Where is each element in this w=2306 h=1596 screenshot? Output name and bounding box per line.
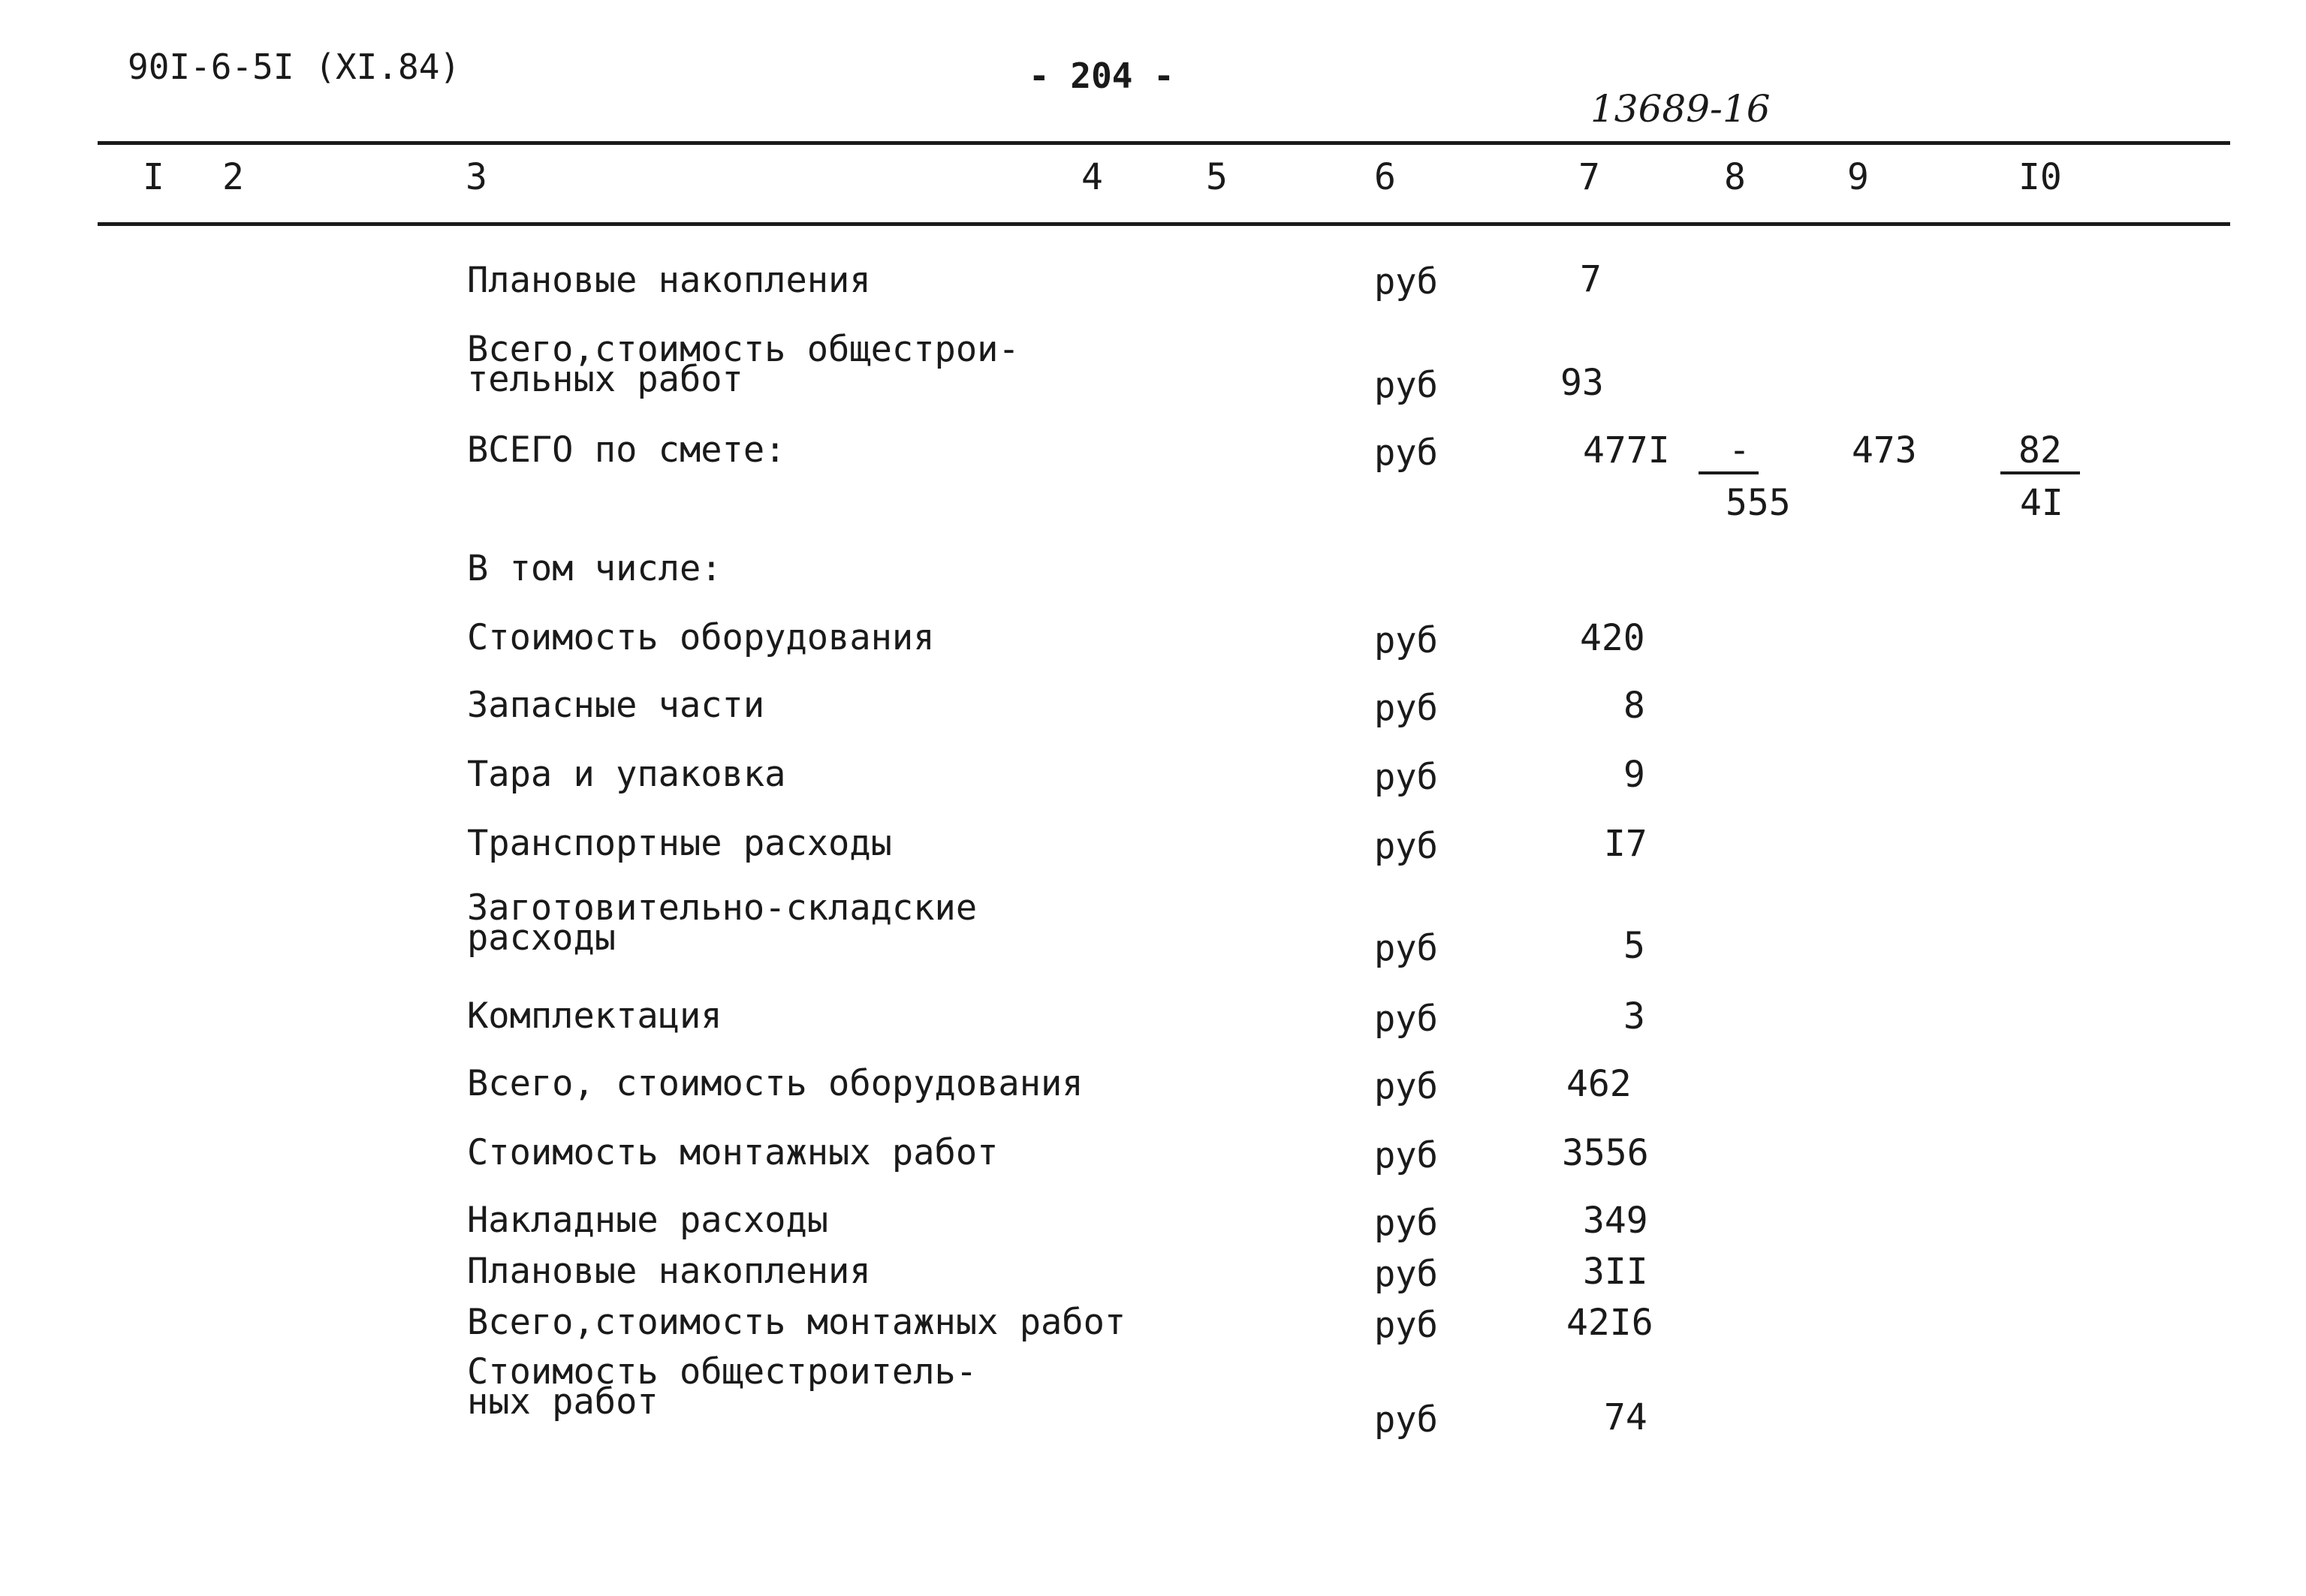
page-number: - 204 - (1029, 56, 1174, 96)
row-12-col7: 3556 (1562, 1132, 1649, 1174)
row-3-name: ВСЕГО по смете: (467, 429, 786, 471)
row-3-col10-top: 82 (2018, 429, 2062, 471)
row-5-unit: руб (1374, 620, 1438, 661)
row-13-col7: 349 (1583, 1200, 1648, 1242)
row-1-unit: руб (1374, 261, 1438, 303)
row-13-unit: руб (1374, 1203, 1438, 1244)
row-1-name: Плановые накопления (467, 260, 871, 301)
row-7-name: Тара и упаковка (467, 754, 786, 795)
row-2-name: Всего,стоимость общестрои- тельных работ (467, 329, 1020, 400)
column-header-7: 7 (1578, 156, 1600, 198)
row-8-name: Транспортные расходы (467, 823, 892, 864)
column-header-6: 6 (1374, 156, 1396, 198)
row-6-name: Запасные части (467, 685, 765, 726)
column-header-5: 5 (1206, 156, 1228, 198)
section-label-including: В том числе: (467, 548, 722, 589)
row-5-name: Стоимость оборудования (467, 617, 935, 658)
row-9-unit: руб (1374, 928, 1438, 969)
row-3-col8-bottom: 555 (1726, 482, 1791, 524)
row-7-unit: руб (1374, 757, 1438, 798)
row-3-col8-fraction-line (1699, 471, 1759, 474)
header-rule (98, 222, 2230, 226)
doc-code: 90I-6-5I (XI.84) (128, 47, 461, 87)
row-3-col7: 477I (1583, 429, 1670, 471)
row-2-unit: руб (1374, 365, 1438, 406)
row-14-col7: 3II (1583, 1251, 1648, 1293)
row-16-col7: 74 (1604, 1396, 1647, 1438)
row-14-unit: руб (1374, 1254, 1438, 1295)
row-6-col7: 8 (1623, 685, 1645, 727)
column-header-2: 2 (222, 156, 244, 198)
row-3-col10-fraction-line (2000, 471, 2080, 474)
row-3-col8-top: - (1729, 429, 1750, 471)
row-3-unit: руб (1374, 432, 1438, 474)
row-6-unit: руб (1374, 688, 1438, 729)
row-11-unit: руб (1374, 1066, 1438, 1107)
row-14-name: Плановые накопления (467, 1251, 871, 1292)
row-9-col7: 5 (1623, 925, 1645, 967)
row-2-col7: 93 (1560, 362, 1604, 404)
row-10-col7: 3 (1623, 995, 1645, 1037)
row-10-unit: руб (1374, 998, 1438, 1040)
row-8-col7: I7 (1604, 823, 1647, 865)
column-header-4: 4 (1081, 156, 1103, 198)
row-16-unit: руб (1374, 1399, 1438, 1441)
row-8-unit: руб (1374, 826, 1438, 867)
row-7-col7: 9 (1623, 754, 1645, 796)
row-13-name: Накладные расходы (467, 1200, 829, 1241)
row-11-col7: 462 (1566, 1063, 1632, 1105)
column-header-3: 3 (466, 156, 487, 198)
row-12-unit: руб (1374, 1135, 1438, 1176)
column-header-8: 8 (1724, 156, 1746, 198)
row-10-name: Комплектация (467, 995, 722, 1037)
row-9-name: Заготовительно-складские расходы (467, 887, 978, 959)
row-15-unit: руб (1374, 1305, 1438, 1346)
row-15-name: Всего,стоимость монтажных работ (467, 1302, 1126, 1343)
column-header-10: I0 (2018, 156, 2062, 198)
top-rule (98, 141, 2230, 145)
row-16-name: Стоимость общестроитель- ных работ (467, 1351, 978, 1423)
row-3-col10-bottom: 4I (2020, 482, 2063, 524)
row-12-name: Стоимость монтажных работ (467, 1132, 999, 1173)
row-15-col7: 42I6 (1566, 1302, 1653, 1344)
row-5-col7: 420 (1580, 617, 1645, 659)
archive-number: 13689-16 (1590, 87, 1771, 131)
row-1-col7: 7 (1580, 258, 1602, 300)
column-header-9: 9 (1847, 156, 1869, 198)
column-header-1: I (143, 156, 164, 198)
row-11-name: Всего, стоимость оборудования (467, 1063, 1084, 1104)
row-3-col9: 473 (1852, 429, 1917, 471)
